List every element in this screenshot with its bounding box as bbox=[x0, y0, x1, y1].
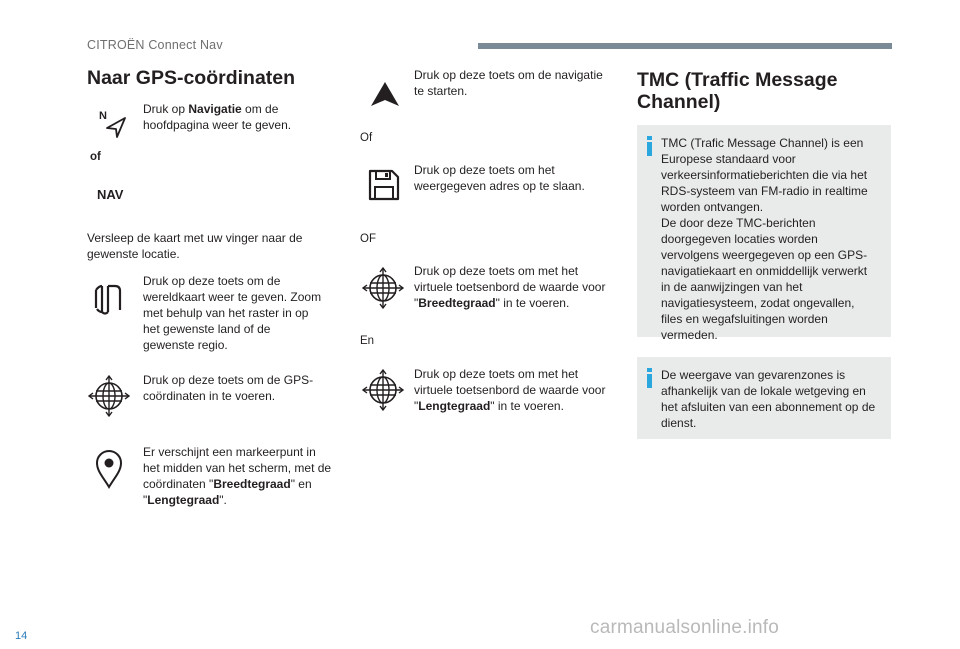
watermark: carmanualsonline.info bbox=[590, 617, 780, 638]
longitude-globe-icon bbox=[361, 368, 405, 412]
marker-step-text: Er verschijnt een markeerpunt in het midden van het scherm, met de coördinaten "Breedtegraad" en "Lengtegraad". bbox=[143, 445, 332, 507]
or-label-2: OF bbox=[360, 233, 376, 245]
or-label-1: Of bbox=[360, 132, 373, 144]
section-heading-tmc: TMC (Traffic Message Channel) bbox=[637, 69, 838, 113]
header-bar bbox=[478, 43, 892, 49]
tmc-note-paragraph-1: TMC (Trafic Message Channel) is een Europese standaard voor verkeersinformatieberichten die via het RDS-systeem van FM-radio in realtime worden ontvangen. bbox=[661, 136, 868, 214]
info-note-tmc bbox=[637, 125, 891, 342]
gps-coordinates-step-text: Druk op deze toets om de GPS-coördinaten in te voeren. bbox=[143, 373, 314, 403]
start-navigation-icon bbox=[368, 80, 402, 108]
section-heading-gps: Naar GPS-coördinaten bbox=[87, 67, 296, 89]
step-navigation-text: Druk op Navigatie om de hoofdpagina weer te geven. bbox=[143, 102, 292, 132]
and-label: En bbox=[360, 335, 375, 347]
info-icon bbox=[645, 368, 655, 388]
save-address-text: Druk op deze toets om het weergegeven adres op te slaan. bbox=[414, 163, 585, 193]
latitude-globe-icon bbox=[361, 266, 405, 310]
world-map-step-text: Druk op deze toets om de wereldkaart weer te geven. Zoom met behulp van het raster in op het gewenste land of de gewenste regio. bbox=[143, 274, 322, 352]
page-number: 14 bbox=[15, 630, 28, 642]
info-note-danger-zones bbox=[637, 357, 891, 439]
globe-coordinates-icon bbox=[87, 374, 131, 418]
or-label: of bbox=[90, 151, 101, 163]
start-navigation-text: Druk op deze toets om de navigatie te starten. bbox=[414, 68, 603, 98]
running-header: CITROËN Connect Nav bbox=[87, 38, 223, 52]
map-marker-icon bbox=[94, 449, 124, 489]
tmc-note-paragraph-2: De door deze TMC-berichten doorgegeven locaties worden vervolgens weergegeven op een GPS-navigatiekaart en onmiddellijk verwerkt in de aanwijzingen van het navigatiesysteem, zodat ongevallen, files en wegafsluitingen worden vermeden. bbox=[661, 216, 868, 342]
danger-zones-note-text: De weergave van gevarenzones is afhankelijk van de lokale wetgeving en het afsluiten van een abonnement op de dienst. bbox=[661, 368, 876, 430]
info-icon bbox=[645, 136, 655, 156]
save-address-icon bbox=[367, 168, 401, 202]
nav-button-label: NAV bbox=[97, 187, 124, 202]
latitude-step-text: Druk op deze toets om met het virtuele toetsenbord de waarde voor "Breedtegraad" in te voeren. bbox=[414, 264, 606, 310]
drag-map-text: Versleep de kaart met uw vinger naar de gewenste locatie. bbox=[87, 231, 303, 261]
world-map-icon bbox=[93, 282, 125, 316]
longitude-step-text: Druk op deze toets om met het virtuele toetsenbord de waarde voor "Lengtegraad" in te voeren. bbox=[414, 367, 606, 413]
